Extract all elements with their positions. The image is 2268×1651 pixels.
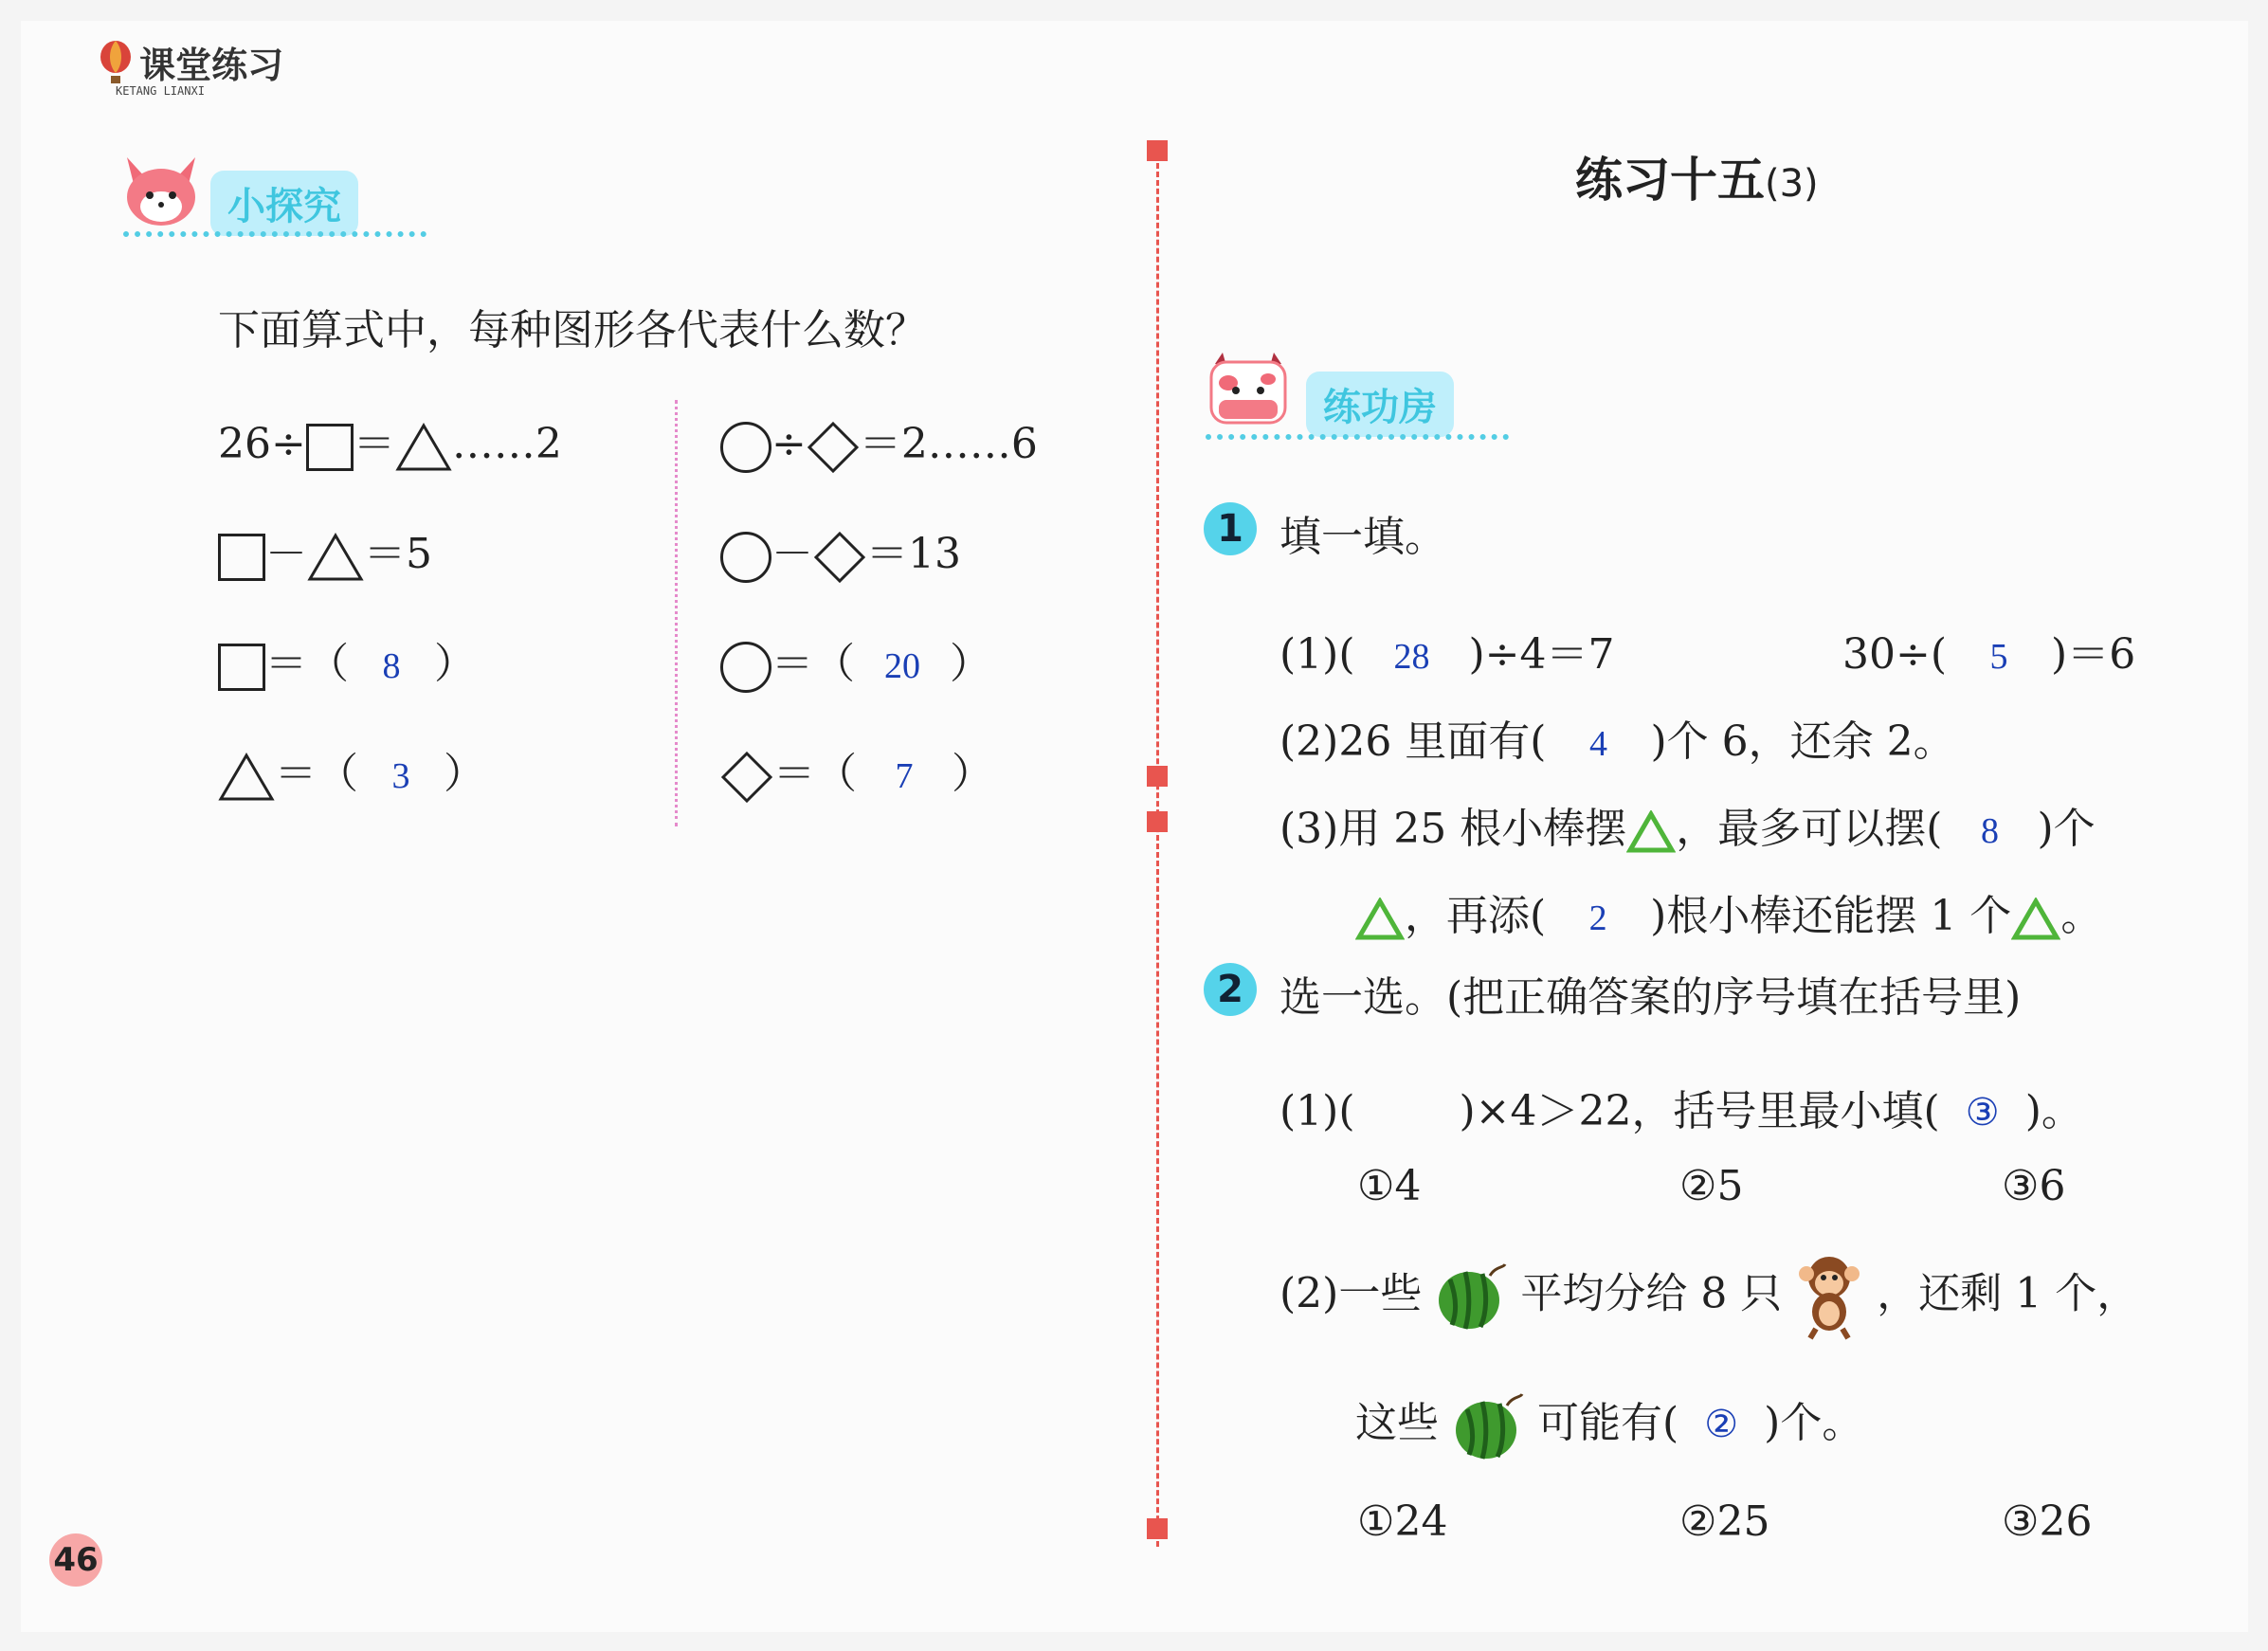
section-divider-dotted <box>1206 434 1509 440</box>
q2-part1 <box>1279 1077 2083 1137</box>
header-title: 课堂练习 <box>139 45 284 86</box>
q-text: )×4＞22，括号里最小填( <box>1459 1087 1940 1135</box>
q-text: 平均分给 8 只 <box>1520 1269 1783 1318</box>
q2-part2-option-3: ③26 <box>2002 1497 2093 1546</box>
section-label-practice: 练功房 <box>1306 372 1454 437</box>
eq-text: ÷ <box>771 420 807 468</box>
explore-question: 下面算式中，每种图形各代表什么数？ <box>218 306 927 354</box>
eq-text: ＝（ <box>265 640 349 688</box>
circle-shape <box>720 422 771 473</box>
eq-text: － <box>265 530 307 578</box>
page-number: 46 <box>49 1533 102 1587</box>
question-number-1: 1 <box>1204 502 1257 555</box>
q-text: )。 <box>2024 1087 2083 1135</box>
equation-6 <box>720 519 961 584</box>
q2-part2-option-1: ①24 <box>1357 1497 1448 1546</box>
square-shape <box>306 424 354 471</box>
q2-part2-option-2: ②25 <box>1679 1497 1770 1546</box>
watermelon-icon <box>1452 1392 1524 1460</box>
fold-marker <box>1147 811 1168 832</box>
column-divider <box>675 400 678 826</box>
q1-part1-second <box>1842 620 2135 680</box>
page-fold-divider <box>1156 163 1159 1547</box>
answer-triangle: 3 <box>391 756 410 796</box>
q-text: (2)26 里面有( <box>1279 717 1547 766</box>
answer-q1-3: 8 <box>1980 811 1999 851</box>
q-text: )＝6 <box>2051 630 2136 679</box>
eq-text: ＝13 <box>866 530 961 578</box>
exercise-title-suffix: (3) <box>1765 162 1819 206</box>
answer-q1-1: 28 <box>1393 637 1430 677</box>
diamond-shape <box>720 751 773 804</box>
green-triangle-icon <box>1355 898 1405 941</box>
q1-part2 <box>1279 707 1955 768</box>
fold-marker <box>1147 766 1168 787</box>
answer-q1-1b: 5 <box>1989 637 2008 677</box>
q2-part2-cont <box>1355 1386 1863 1462</box>
header-logo <box>97 36 283 98</box>
equation-5 <box>720 409 1038 474</box>
q-text: (3)用 25 根小棒摆 <box>1279 805 1627 853</box>
triangle-shape <box>395 423 452 472</box>
diamond-shape <box>813 531 866 584</box>
green-triangle-icon <box>2011 898 2060 941</box>
answer-square: 8 <box>382 646 401 686</box>
exercise-title-text: 练习十五 <box>1575 153 1765 208</box>
q-text: )个 6，还余 2。 <box>1650 717 1955 766</box>
square-shape <box>218 534 265 581</box>
exercise-title <box>1575 142 1819 210</box>
q-text: (1)( <box>1279 630 1355 679</box>
q-text: )根小棒还能摆 1 个 <box>1650 892 2012 940</box>
triangle-shape <box>218 753 275 802</box>
balloon-icon <box>97 40 135 85</box>
q-text: ，再添( <box>1405 892 1547 940</box>
equation-7 <box>720 629 991 693</box>
q-text: )个 <box>2037 805 2096 853</box>
eq-text: 26÷ <box>218 420 306 468</box>
q-text: ，还剩 1 个， <box>1877 1269 2139 1318</box>
question-number-2: 2 <box>1204 963 1257 1016</box>
q-text: (2)一些 <box>1279 1269 1423 1318</box>
eq-text: － <box>771 530 813 578</box>
equation-8 <box>720 739 993 804</box>
triangle-shape <box>307 533 364 582</box>
green-triangle-icon <box>1626 810 1676 854</box>
q-text: )个。 <box>1764 1399 1864 1447</box>
eq-text: ＝ <box>353 420 395 468</box>
square-shape <box>218 644 265 691</box>
q-text: 。 <box>2060 892 2103 940</box>
cow-mascot-icon <box>1206 351 1291 426</box>
answer-q2-2: ② <box>1704 1403 1739 1445</box>
q-text: (1)( <box>1279 1087 1355 1135</box>
equation-1 <box>218 409 562 472</box>
fold-marker <box>1147 140 1168 161</box>
q1-part3-cont <box>1355 881 2102 942</box>
answer-q2-1: ③ <box>1965 1091 2000 1134</box>
q-text: )÷4＝7 <box>1468 630 1615 679</box>
answer-q1-3b: 2 <box>1588 898 1607 938</box>
header-pinyin: KETANG LIANXI <box>116 84 205 98</box>
circle-shape <box>720 642 771 693</box>
q-text: ，最多可以摆( <box>1676 805 1943 853</box>
diamond-shape <box>807 421 860 474</box>
q2-part1-option-2: ②5 <box>1679 1162 1744 1210</box>
workbook-page <box>21 21 2248 1632</box>
watermelon-icon <box>1435 1262 1507 1331</box>
q1-part3 <box>1279 794 2096 855</box>
circle-shape <box>720 532 771 583</box>
equation-2 <box>218 519 432 582</box>
eq-text: ＝（ <box>275 750 358 798</box>
q-text: 这些 <box>1355 1399 1439 1447</box>
eq-text: ） <box>444 750 485 798</box>
eq-text: ＝（ <box>771 640 855 688</box>
equation-3 <box>218 629 476 691</box>
q1-part1 <box>1279 620 1615 680</box>
answer-q1-2: 4 <box>1588 724 1607 764</box>
q-text: 可能有( <box>1537 1399 1679 1447</box>
eq-text: ＝5 <box>364 530 432 578</box>
equation-4 <box>218 739 485 802</box>
monkey-icon <box>1795 1253 1863 1340</box>
q-text: 30÷( <box>1842 630 1948 679</box>
eq-text: ＝2……6 <box>859 420 1038 468</box>
eq-text: ＝（ <box>773 750 857 798</box>
eq-text: ） <box>950 640 991 688</box>
q1-prompt: 填一填。 <box>1279 513 1446 561</box>
q2-prompt: 选一选。(把正确答案的序号填在括号里) <box>1279 973 2022 1022</box>
answer-circle: 20 <box>884 646 920 686</box>
eq-text: ……2 <box>451 420 562 468</box>
section-label-explore: 小探究 <box>210 171 358 236</box>
q2-part1-option-1: ①4 <box>1357 1162 1422 1210</box>
answer-diamond: 7 <box>895 756 914 796</box>
fox-mascot-icon <box>123 154 199 229</box>
q2-part1-option-3: ③6 <box>2002 1162 2066 1210</box>
section-divider-dotted <box>123 231 426 237</box>
eq-text: ） <box>434 640 476 688</box>
fold-marker <box>1147 1518 1168 1539</box>
q2-part2 <box>1279 1253 2138 1340</box>
eq-text: ） <box>952 750 993 798</box>
